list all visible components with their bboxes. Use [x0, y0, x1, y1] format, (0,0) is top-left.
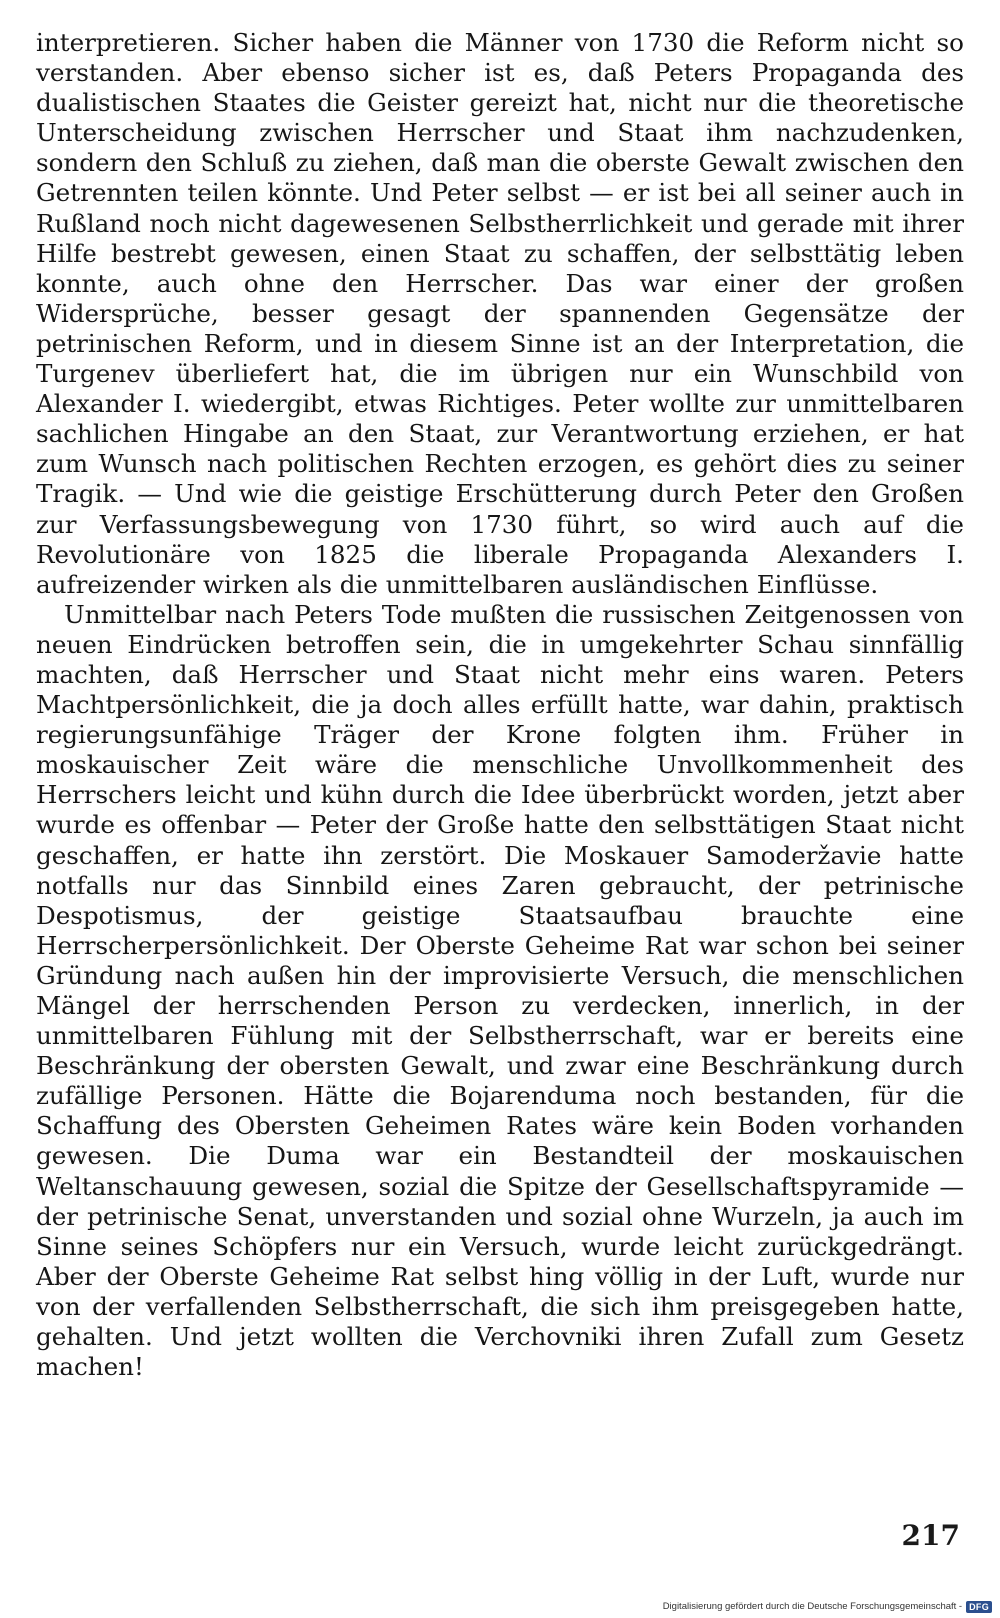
footer-credit-text: Digitalisierung gefördert durch die Deutsche Forschungsgemeinschaft - [662, 1601, 963, 1612]
paragraph-1: interpretieren. Sicher haben die Männer von 1730 die Reform nicht so verstanden. Aber ebenso sicher ist es, daß Peters Propaganda des dualistischen Staates die Geister gereizt hat, nicht nur die theoretische Unterscheidung zwischen Herrscher und Staat ihm nachzudenken, sondern den Schluß zu ziehen, daß man die oberste Gewalt zwischen den Getrennten teilen könnte. Und Peter selbst — er ist bei all seiner auch in Rußland noch nicht dagewesenen Selbstherrlichkeit und gerade mit ihrer Hilfe bestrebt gewesen, einen Staat zu schaffen, der selbsttätig leben konnte, auch ohne den Herrscher. Das war einer der großen Widersprüche, besser gesagt der spannenden Gegensätze der petrinischen Reform, und in diesem Sinne ist an der Interpretation, die Turgenev überliefert hat, die im übrigen nur ein Wunschbild von Alexander I. wiedergibt, etwas Richtiges. Peter wollte zur unmittelbaren sachlichen Hingabe an den Staat, zur Verantwortung erziehen, er hat zum Wunsch nach politischen Rechten erzogen, es gehört dies zu seiner Tragik. — Und wie die geistige Erschütterung durch Peter den Großen zur Verfassungsbewegung von 1730 führt, so wird auch auf die Revolutionäre von 1825 die liberale Propaganda Alexanders I. aufreizender wirken als die unmittelbaren ausländischen Einflüsse. [36, 28, 964, 599]
page-text-block [36, 28, 964, 1382]
page-number: 217 [901, 1519, 960, 1552]
paragraph-2: Unmittelbar nach Peters Tode mußten die russischen Zeitgenossen von neuen Eindrücken betroffen sein, die in umgekehrter Schau sinnfällig machten, daß Herrscher und Staat nicht mehr eins waren. Peters Machtpersönlichkeit, die ja doch alles erfüllt hatte, war dahin, praktisch regierungsunfähige Träger der Krone folgten ihm. Früher in moskauischer Zeit wäre die menschliche Unvollkommenheit des Herrschers leicht und kühn durch die Idee überbrückt worden, jetzt aber wurde es offenbar — Peter der Große hatte den selbsttätigen Staat nicht geschaffen, er hatte ihn zerstört. Die Moskauer Samoderžavie hatte notfalls nur das Sinnbild eines Zaren gebraucht, der petrinische Despotismus, der geistige Staatsaufbau brauchte eine Herrscherpersönlichkeit. Der Oberste Geheime Rat war schon bei seiner Gründung nach außen hin der improvisierte Versuch, die menschlichen Mängel der herrschenden Person zu verdecken, innerlich, in der unmittelbaren Fühlung mit der Selbstherrschaft, war er bereits eine Beschränkung der obersten Gewalt, und zwar eine Beschränkung durch zufällige Personen. Hätte die Bojarenduma noch bestanden, für die Schaffung des Obersten Geheimen Rates wäre kein Boden vorhanden gewesen. Die Duma war ein Bestandteil der moskauischen Weltanschauung gewesen, sozial die Spitze der Gesellschaftspyramide — der petrinische Senat, unverstanden und sozial ohne Wurzeln, ja auch im Sinne seines Schöpfers nur ein Versuch, wurde leicht zurückgedrängt. Aber der Oberste Geheime Rat selbst hing völlig in der Luft, wurde nur von der verfallenden Selbstherrschaft, die sich ihm preisgegeben hatte, gehalten. Und jetzt wollten die Verchovniki ihren Zufall zum Gesetz machen! [36, 599, 964, 1382]
digitization-footer [663, 1600, 992, 1614]
dfg-logo-icon: DFG [966, 1601, 992, 1613]
